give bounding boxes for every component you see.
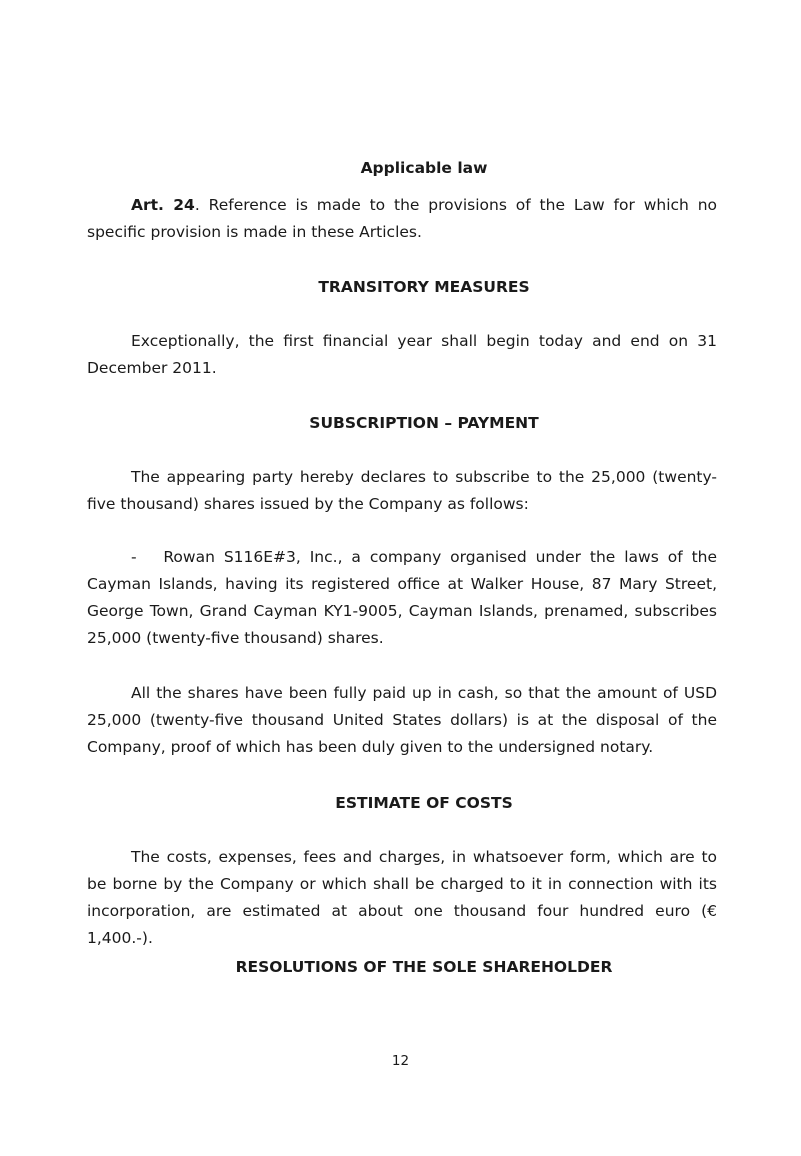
transitory-block [87,328,717,382]
heading-transitory-measures: TRANSITORY MEASURES [318,278,530,296]
subscription-bullet-paragraph [87,544,717,652]
heading-estimate-of-costs: ESTIMATE OF COSTS [335,794,513,812]
transitory-paragraph: Exceptionally, the first financial year shall begin today and end on 31 December 2011. [87,332,717,377]
heading-resolutions-sole-shareholder: RESOLUTIONS OF THE SOLE SHAREHOLDER [235,958,613,976]
subscription-bullet-text: Rowan S116E#3, Inc., a company organised under the laws of the Cayman Islands, having its registered office at Walker House, 87 Mary Street, George Town, Grand Cayman KY1-9005, Cayman Islands, prenamed, subscribes 25,000 (twenty-five thousand) shares. [87,548,718,647]
article-24-label: Art. 24 [131,196,195,214]
article-24-block [87,192,717,246]
costs-block [87,844,717,952]
article-24-text: . Reference is made to the provisions of the Law for which no specific provision is made in these Articles. [87,196,718,241]
article-24-paragraph [87,192,717,246]
heading-applicable-law: Applicable law [360,159,488,177]
bullet-dash: - [131,548,137,566]
subscription-intro-paragraph: The appearing party hereby declares to subscribe to the 25,000 (twenty-five thousand) shares issued by the Company as follows: [87,468,717,513]
payment-block [87,680,717,761]
page-number: 12 [391,1053,410,1069]
costs-paragraph: The costs, expenses, fees and charges, in whatsoever form, which are to be borne by the Company or which shall be charged to it in connection with its incorporation, are estimated at about one thousand four hundred euro (€ 1,400.-). [87,848,717,947]
heading-subscription-payment: SUBSCRIPTION – PAYMENT [309,414,539,432]
payment-paragraph: All the shares have been fully paid up in cash, so that the amount of USD 25,000 (twenty-five thousand United States dollars) is at the disposal of the Company, proof of which has been duly given to the undersigned notary. [87,684,717,756]
subscription-bullet-block [87,544,717,652]
subscription-intro-block [87,464,717,518]
